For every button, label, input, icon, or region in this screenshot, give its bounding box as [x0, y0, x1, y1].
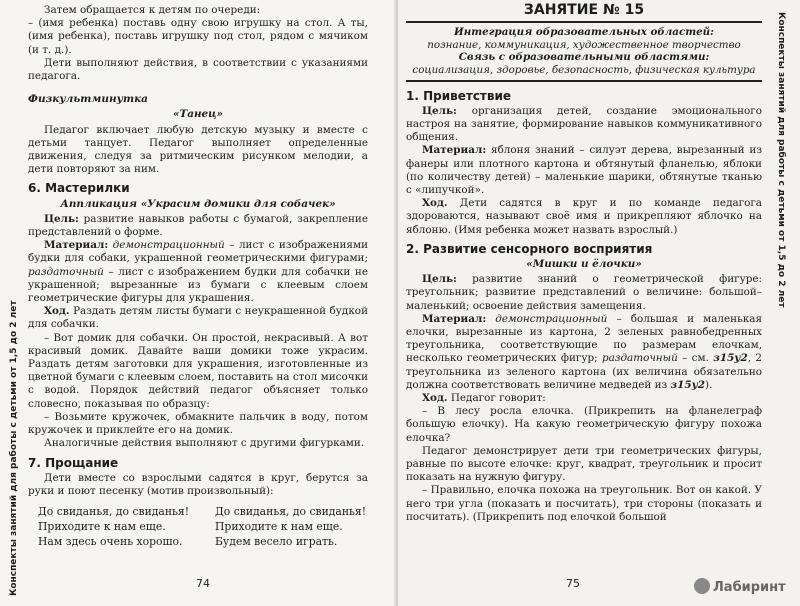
integration-list: познание, коммуникация, художественное творчество [427, 38, 741, 51]
hod-text: Раздать детям листы бумаги с неукрашенной будкой для собачки. [28, 305, 368, 331]
greeting-goal [406, 105, 762, 145]
publisher-logo [694, 578, 786, 595]
spine-text-right: Конспекты занятий для работы с детьми от 1,5 до 2 лет [776, 12, 786, 308]
speech-2: – Возьмите кружочек, обмакните пальчик в воду, потом кружочек и приклейте его на домик. [28, 410, 368, 437]
goal-label: Цель: [44, 212, 79, 225]
connection-head: Связь с образовательными областями: [458, 51, 710, 64]
material-label: Материал: [44, 239, 109, 252]
speech-1: – Вот домик для собачки. Он простой, некрасивый. А вот красивый домик. Давайте ваши домики тоже украсим. Раздать детям заготовки для украшения, изготовленные из цветной бумаги с клеевым слоем, поставить на стол мисочки с водой. Порядок действий педагог объясняет только словесно, показывая по образцу: [28, 331, 368, 410]
spine-text-left: Конспекты занятий для работы с детьми от 1,5 до 2 лет [9, 300, 19, 596]
left-page [0, 0, 398, 606]
sensory-speech-3: – Правильно, елочка похожа на треугольник. Вот он какой. У него три угла (показать и посчитать), три стороны (показать и посчитать). (Прикрепить под елочкой большой [406, 484, 762, 523]
sensory-speech-1: – В лесу росла елочка. (Прикрепить на фланелеграф большую елочку). На какую геометрическую фигуру похожа елочка? [406, 405, 762, 444]
poem-line: Нам здесь очень хорошо. [38, 535, 183, 549]
greeting-material [406, 144, 762, 197]
poem-line: Будем весело играть. [215, 535, 338, 549]
hod-text: Дети садятся в круг и по команде педагога здороваются, называют своё имя и прикрепляют яблочко на яблоню. (Имя ребенка может назвать взрослый.) [406, 197, 762, 236]
lesson-title: ЗАНЯТИЕ № 15 [523, 2, 645, 18]
material-demo: демонстрационный [486, 312, 608, 325]
speech-3: Аналогичные действия выполняют с другими фигурками. [44, 437, 365, 450]
masterilki-material [28, 239, 368, 305]
page-number-left: 74 [196, 577, 210, 590]
masterilki-goal [28, 213, 368, 239]
goal-label: Цель: [422, 273, 457, 286]
greeting-hod [406, 197, 762, 237]
sensory-material [406, 313, 762, 392]
sensory-goal [406, 273, 762, 313]
material-text-4: ). [705, 378, 713, 391]
fizkult-subtitle: «Танец» [173, 108, 223, 121]
masterilki-subtitle: Аппликация «Украсим домики для собачек» [60, 197, 336, 210]
farewell-poem [38, 504, 368, 549]
fizkult-text: Педагог включает любую детскую музыку и вместе с детьми танцует. Педагог выполняет определенные движения, следуя за ритмическим рисунком мелодии, а дети повторяют за ним. [28, 123, 368, 176]
sensory-speech-2: Педагог демонстрирует дети три геометрических фигуры, равные по высоте елочке: круг, квадрат, треугольник и просит показать на нужную фигуру. [406, 444, 762, 484]
material-ref-1: з15у2 [713, 352, 748, 365]
material-text-2: – лист с изображением будки для собачки не украшенной; вырезанные из бумаги с клеевым слоем геометрические фигуры для украшения. [28, 265, 368, 305]
material-text-1: – большая и маленькая елочки, вырезанные из картона, 2 зеленых равнобедренных треугольника, соответствующие по размерам елочкам, несколько геометрических фигур; [406, 312, 763, 365]
material-text: яблоня знаний – силуэт дерева, вырезанный из фанеры или плотного картона и обтянутый фланелью, яблоки (по количеству детей) – маленькие шарики, обтянутые тканью с «липучкой». [406, 144, 762, 196]
hod-label: Ход. [44, 305, 70, 318]
intro-line-2: – (имя ребенка) поставь одну свою игрушку на стол. А ты, (имя ребенка), поставь игрушку под стол, рядом с мячиком (и т. д.). [28, 17, 368, 56]
poem-line: До свиданья, до свиданья! [38, 505, 190, 519]
goal-label: Цель: [422, 104, 457, 117]
connection-list: социализация, здоровье, безопасность, физическая культура [412, 63, 756, 76]
sensory-hod [406, 392, 762, 405]
material-text-2: – см. [677, 352, 714, 365]
goal-text: организация детей, создание эмоционального настроя на занятие, формирование навыков коммуникативного общения. [406, 104, 762, 144]
right-page [398, 0, 800, 606]
poem-line: Приходите к нам еще. [215, 520, 343, 534]
material-demo: демонстрационный [108, 239, 225, 252]
fizkult-title: Физкультминутка [28, 93, 148, 106]
material-text-3: , 2 треугольника из зеленого картона (их величина обязательно должна соответствовать величине медведей из [406, 352, 762, 391]
proshanie-title: 7. Прощание [28, 455, 119, 470]
material-text-1: – лист с изображениями будки для собаки, украшенной геометрическими фигурами; [28, 239, 368, 265]
integration-box [406, 21, 762, 81]
integration-head: Интеграция образовательных областей: [454, 26, 714, 39]
greeting-title: 1. Приветствие [406, 88, 512, 103]
hod-label: Ход. [422, 392, 448, 405]
page-number-right: 75 [566, 577, 580, 590]
sensory-subtitle: «Мишки и ёлочки» [526, 258, 642, 271]
material-razd: раздаточный [601, 352, 678, 365]
material-label: Материал: [422, 144, 487, 157]
material-razd: раздаточный [28, 265, 104, 278]
poem-line: Приходите к нам еще. [38, 520, 166, 534]
masterilki-title: 6. Мастерилки [28, 181, 130, 196]
material-label: Материал: [422, 312, 487, 325]
goal-text: развитие знаний о геометрической фигуре: треугольник; развитие представлений о величине: большой–маленький; освоение действия замещения. [406, 273, 762, 312]
goal-text: развитие навыков работы с бумагой, закрепление представлений о форме. [28, 212, 368, 239]
proshanie-text: Дети вместе со взрослыми садятся в круг, берутся за руки и поют песенку (мотив произвольный): [28, 471, 368, 497]
hod-text: Педагог говорит: [447, 392, 546, 405]
right-column [406, 4, 762, 524]
masterilki-hod [28, 305, 368, 331]
labirint-icon [694, 578, 710, 594]
left-column [28, 4, 368, 549]
logo-text: Лабиринт [713, 580, 786, 595]
sensory-title: 2. Развитие сенсорного восприятия [406, 241, 653, 256]
intro-line-1: Затем обращается к детям по очереди: [44, 4, 261, 16]
intro-line-3: Дети выполняют действия, в соответствии с указаниями педагога. [28, 56, 368, 83]
poem-line: До свиданья, до свиданья! [215, 505, 367, 519]
hod-label: Ход. [422, 197, 448, 210]
material-ref-2: з15у2 [670, 378, 706, 391]
